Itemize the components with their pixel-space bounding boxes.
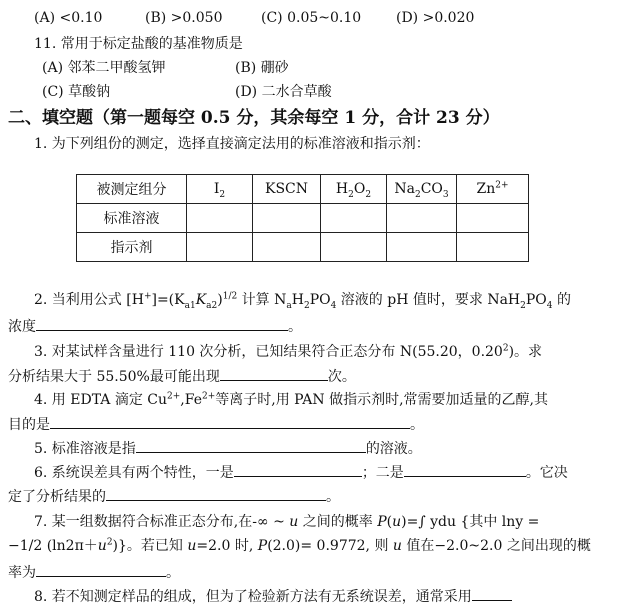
table-header-label: 被测定组分 bbox=[77, 175, 187, 204]
q2-line1: 2. 当利用公式 $[H^+]=(K_{a1}K_{a2})^{1/2}$ 计算 $N_aH_2PO_4$ 溶液的 pH 值时，要求 $NaH_2PO_4$ 的 bbox=[34, 291, 571, 311]
answer-blank[interactable] bbox=[472, 586, 512, 601]
table-header-row bbox=[77, 175, 529, 204]
col-i2: $I_2$ bbox=[187, 175, 253, 204]
table-cell bbox=[253, 204, 321, 233]
q7-line3: 率为 。 bbox=[8, 562, 180, 583]
col-zn: $Zn^{2+}$ bbox=[457, 175, 529, 204]
q10-option-a: (A) <0.10 bbox=[34, 10, 103, 26]
q11-option-b: (B) 硼砂 bbox=[235, 60, 289, 76]
q6-line1: 6. 系统误差具有两个特性，一是 ；二是 。它决 bbox=[34, 462, 568, 483]
answer-blank[interactable] bbox=[404, 462, 526, 477]
table-cell bbox=[387, 204, 457, 233]
q7-line2: −1/2 $(\ln 2\pi+u^2)$}。若已知 u=2.0 时, P(2.0)= 0.9772, 则 u 值在−2.0~2.0 之间出现的概 bbox=[8, 537, 591, 554]
col-kscn: KSCN bbox=[253, 175, 321, 204]
q11-stem: 11. 常用于标定盐酸的基准物质是 bbox=[34, 36, 243, 52]
table-cell bbox=[321, 204, 387, 233]
answer-blank[interactable] bbox=[234, 462, 362, 477]
q10-option-b: (B) >0.050 bbox=[145, 10, 223, 26]
q5-line: 5. 标准溶液是指 的溶液。 bbox=[34, 438, 422, 459]
table-cell bbox=[457, 204, 529, 233]
table-cell bbox=[457, 233, 529, 262]
section-title: 二、填空题（第一题每空 0.5 分，其余每空 1 分，合计 23 分） bbox=[8, 108, 500, 128]
q10-option-d: (D) >0.020 bbox=[396, 10, 475, 26]
q8-line: 8. 若不知测定样品的组成，但为了检验新方法有无系统误差，通常采用 bbox=[34, 586, 512, 607]
q11-option-c: (C) 草酸钠 bbox=[42, 84, 111, 100]
table-cell bbox=[253, 233, 321, 262]
answer-blank[interactable] bbox=[36, 562, 166, 577]
answer-blank[interactable] bbox=[136, 438, 366, 453]
row-label-standard-solution: 标准溶液 bbox=[77, 204, 187, 233]
q11-option-d: (D) 二水合草酸 bbox=[235, 84, 332, 100]
col-h2o2: $H_2O_2$ bbox=[321, 175, 387, 204]
table-cell bbox=[387, 233, 457, 262]
answer-blank[interactable] bbox=[50, 414, 410, 429]
table-row-standard-solution bbox=[77, 204, 529, 233]
table-cell bbox=[187, 233, 253, 262]
q3-line1: 3. 对某试样含量进行 110 次分析，已知结果符合正态分布 N(55.20，0.20$^2$)。求 bbox=[34, 343, 543, 360]
q4-line1: 4. 用 EDTA 滴定 $Cu^{2+},Fe^{2+}$等离子时,用 PAN 做指示剂时,常需要加适量的乙醇,其 bbox=[34, 391, 549, 408]
table-cell bbox=[321, 233, 387, 262]
q7-line1: 7. 某一组数据符合标准正态分布,在-∞ ~ u 之间的概率 P(u)=∫ ydu {其中 lny = bbox=[34, 514, 540, 530]
table-row-indicator bbox=[77, 233, 529, 262]
q1-text: 1. 为下列组份的测定，选择直接滴定法用的标准溶液和指示剂： bbox=[34, 136, 430, 152]
row-label-indicator: 指示剂 bbox=[77, 233, 187, 262]
table-cell bbox=[187, 204, 253, 233]
q4-line2: 目的是 。 bbox=[8, 414, 424, 435]
indicator-table bbox=[76, 174, 529, 262]
answer-blank[interactable] bbox=[106, 486, 326, 501]
answer-blank[interactable] bbox=[220, 366, 328, 381]
q6-line2: 定了分析结果的 。 bbox=[8, 486, 340, 507]
col-na2co3: $Na_2CO_3$ bbox=[387, 175, 457, 204]
q10-option-c: (C) 0.05~0.10 bbox=[261, 10, 362, 26]
answer-blank[interactable] bbox=[36, 316, 288, 331]
q2-line2: 浓度 。 bbox=[8, 316, 302, 337]
q3-line2: 分析结果大于 55.50%最可能出现 次。 bbox=[8, 366, 356, 387]
q11-option-a: (A) 邻苯二甲酸氢钾 bbox=[42, 60, 166, 76]
